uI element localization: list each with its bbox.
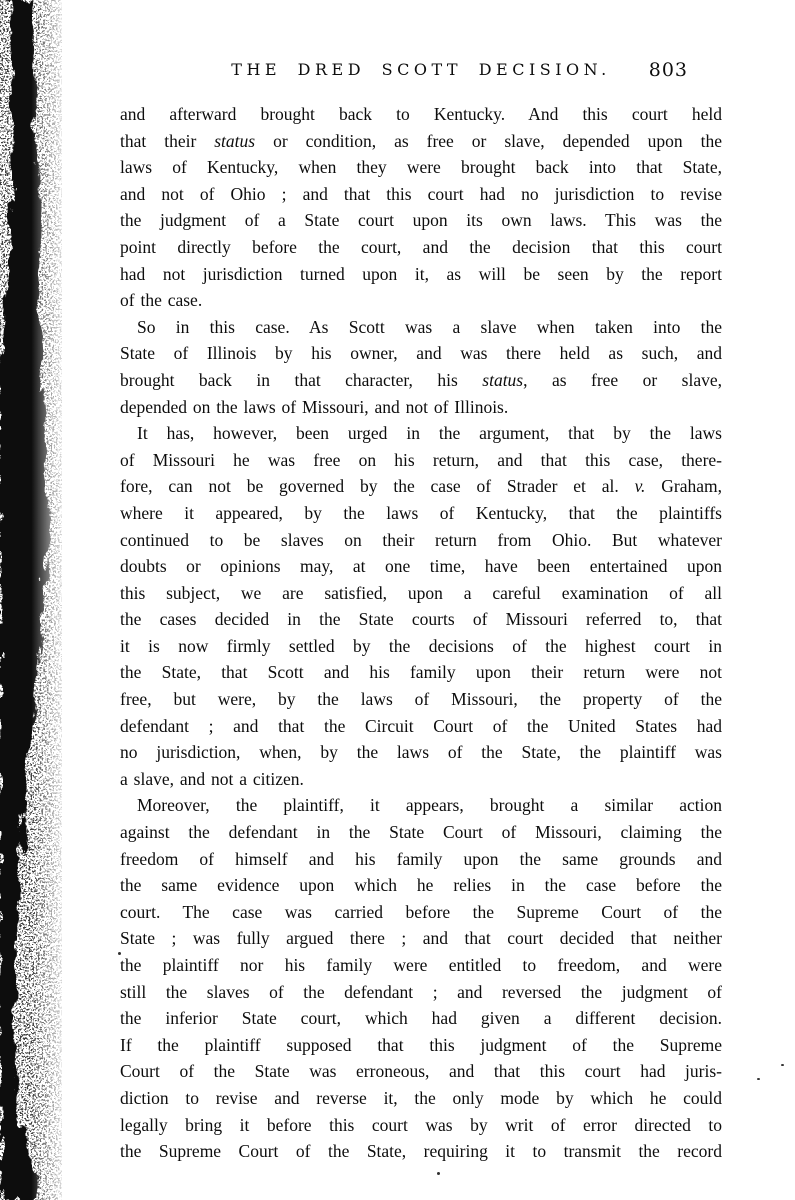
text-line: Moreover, the plaintiff, it appears, brought a similar action — [137, 795, 722, 816]
paragraph — [120, 101, 722, 314]
running-header — [120, 60, 722, 90]
text-line: continued to be slaves on their return from Ohio. But whatever — [120, 529, 722, 550]
text-line: where it appeared, by the laws of Kentucky, that the plaintiffs — [120, 502, 722, 523]
text-line: still the slaves of the defendant ; and reversed the judgment of — [120, 981, 722, 1002]
scan-speck — [118, 952, 121, 955]
scan-speck — [757, 1078, 760, 1080]
text-line: point directly before the court, and the decision that this court — [120, 236, 722, 257]
text-line: against the defendant in the State Court of Missouri, claiming the — [120, 822, 722, 843]
text-line: laws of Kentucky, when they were brought back into that State, — [120, 157, 722, 178]
text-line: the plaintiff nor his family were entitled to freedom, and were — [120, 955, 722, 975]
text-line: State of Illinois by his owner, and was there held as such, and — [120, 343, 722, 364]
text-line: the same evidence upon which he relies in the case before the — [120, 875, 722, 896]
text-line: free, but were, by the laws of Missouri, the property of the — [120, 689, 722, 710]
text-line: the Supreme Court of the State, requiring it to transmit the record — [120, 1141, 722, 1162]
text-line: So in this case. As Scott was a slave when taken into the — [137, 316, 722, 337]
text-line: a slave, and not a citizen. — [120, 768, 304, 789]
text-line: this subject, we are satisfied, upon a careful examination of all — [120, 582, 722, 603]
text-line: diction to revise and reverse it, the only mode by which he could — [120, 1087, 722, 1108]
body-text — [120, 101, 722, 1165]
text-line: no jurisdiction, when, by the laws of the State, the plaintiff was — [120, 742, 722, 763]
paragraph — [120, 420, 722, 792]
text-line: the inferior State court, which had given a different decision. — [120, 1008, 722, 1029]
text-line: brought back in that character, his status, as free or slave, — [120, 369, 722, 390]
text-line: depended on the laws of Missouri, and not of Illinois. — [120, 396, 509, 417]
page-number: 803 — [648, 59, 688, 81]
text-line: it is now firmly settled by the decisions of the highest court in — [120, 635, 722, 656]
text-line: doubts or opinions may, at one time, have been entertained upon — [120, 556, 722, 577]
scan-speck — [437, 1172, 440, 1175]
text-line: and afterward brought back to Kentucky. And this court held — [120, 104, 722, 124]
text-line: the cases decided in the State courts of Missouri referred to, that — [120, 609, 722, 630]
scan-gutter-shadow — [0, 0, 70, 1200]
text-line: defendant ; and that the Circuit Court of the United States had — [120, 715, 722, 736]
text-line: of Missouri he was free on his return, and that this case, there- — [120, 449, 722, 470]
text-line: had not jurisdiction turned upon it, as will be seen by the report — [120, 263, 722, 284]
text-line: If the plaintiff supposed that this judgment of the Supreme — [120, 1034, 722, 1055]
paragraph — [120, 314, 722, 420]
text-line: court. The case was carried before the Supreme Court of the — [120, 901, 722, 922]
text-line: legally bring it before this court was by writ of error directed to — [120, 1114, 722, 1135]
scan-speck — [781, 1064, 784, 1066]
page-title: THE DRED SCOTT DECISION. — [231, 60, 611, 79]
text-line: and not of Ohio ; and that this court had no jurisdiction to revise — [120, 183, 722, 204]
text-line: of the case. — [120, 290, 203, 311]
paragraph — [120, 792, 722, 1164]
text-line: fore, can not be governed by the case of Strader et al. v. Graham, — [120, 476, 722, 497]
text-line: the judgment of a State court upon its own laws. This was the — [120, 210, 722, 231]
text-line: the State, that Scott and his family upon their return were not — [120, 662, 722, 683]
text-line: Court of the State was erroneous, and that this court had juris- — [120, 1061, 722, 1082]
text-line: freedom of himself and his family upon the same grounds and — [120, 848, 722, 869]
text-line: that their status or condition, as free or slave, depended upon the — [120, 130, 722, 151]
text-line: It has, however, been urged in the argument, that by the laws — [137, 423, 722, 444]
text-line: State ; was fully argued there ; and that court decided that neither — [120, 928, 722, 949]
